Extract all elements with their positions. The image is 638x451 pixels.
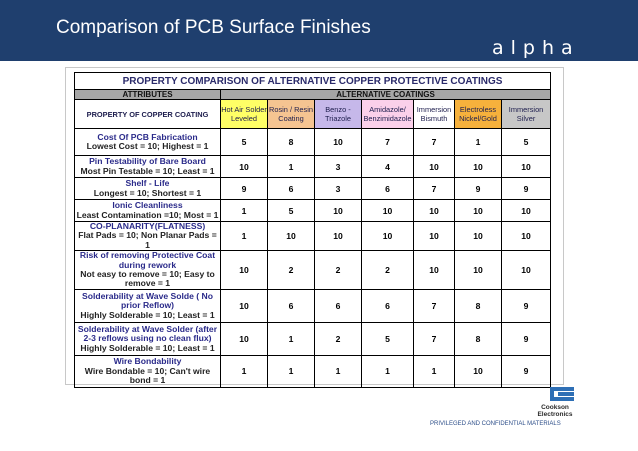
coating-name-line2: Nickel/Gold [459,114,497,123]
rating-cell: 5 [268,200,315,222]
rating-cell: 6 [362,289,414,322]
rating-cell: 1 [268,355,315,387]
coating-header [268,100,315,129]
rating-cell: 10 [414,222,455,251]
rating-cell: 10 [502,251,551,290]
rating-cell: 10 [315,200,362,222]
rating-cell: 10 [315,222,362,251]
coating-name-line2: Silver [516,114,536,123]
property-scale: Most Pin Testable = 10; Least = 1 [80,165,215,176]
coating-name-line1: Rosin / Resin [269,105,313,114]
confidential-notice: PRIVILEGED AND CONFIDENTIAL MATERIALS [430,421,561,427]
coating-name-line2: Leveled [231,114,257,123]
alternatives-heading: ALTERNATIVE COATINGS [221,90,551,100]
rating-cell: 7 [362,129,414,156]
rating-cell: 7 [414,289,455,322]
company-name: Cookson Electronics [537,404,573,418]
coating-name-line1: Immersion [508,105,544,114]
coating-header [362,100,414,129]
coating-header [221,100,268,129]
brand-wordmark: alpha [492,37,580,59]
rating-cell: 10 [414,156,455,178]
table-row [75,156,551,178]
table-row [75,355,551,387]
rating-cell: 8 [268,129,315,156]
property-label [75,322,221,355]
property-name: Pin Testability of Bare Board [89,156,206,167]
coating-name-line1: Benzo - [325,105,351,114]
rating-cell: 10 [221,156,268,178]
rating-cell: 8 [455,289,502,322]
property-label [75,289,221,322]
rating-cell: 6 [268,289,315,322]
rating-cell: 2 [362,251,414,290]
property-label [75,251,221,290]
property-label [75,222,221,251]
rating-cell: 10 [502,222,551,251]
rating-cell: 10 [268,222,315,251]
coating-header [414,100,455,129]
rating-cell: 10 [315,129,362,156]
rating-cell: 9 [455,178,502,200]
rating-cell: 6 [268,178,315,200]
coating-name-line1: Immersion [416,105,452,114]
comparison-table [74,72,551,388]
property-label [75,178,221,200]
table-row [75,178,551,200]
property-name: Wire Bondability [113,356,182,367]
coating-name-line1: Electroless [459,105,497,114]
rating-cell: 10 [455,200,502,222]
rating-cell: 7 [414,129,455,156]
rating-cell: 10 [455,156,502,178]
cookson-logo-icon [549,386,575,402]
rating-cell: 1 [221,222,268,251]
property-label [75,129,221,156]
rating-cell: 2 [315,251,362,290]
property-name: CO-PLANARITY(FLATNESS) [89,221,206,231]
property-column-header: PROPERTY OF COPPER COATING [75,100,221,129]
property-scale: Least Contamination =10; Most = 1 [76,209,219,220]
property-scale: Lowest Cost = 10; Highest = 1 [86,141,209,151]
rating-cell: 3 [315,178,362,200]
table-row [75,222,551,251]
rating-cell: 10 [414,200,455,222]
rating-cell: 9 [502,322,551,355]
rating-cell: 8 [455,322,502,355]
coating-name-line2: Bismuth [420,114,448,123]
rating-cell: 5 [362,322,414,355]
property-scale: Flat Pads = 10; Non Planar Pads = 1 [78,230,217,250]
property-name: Solderability at Wave Solder (after 2-3 reflows using no clean flux) [77,323,218,344]
rating-cell: 5 [502,129,551,156]
rating-cell: 10 [455,251,502,290]
rating-cell: 10 [502,156,551,178]
rating-cell: 10 [362,222,414,251]
property-name: Cost Of PCB Fabrication [97,131,198,142]
property-scale: Highly Solderable = 10; Least = 1 [80,309,215,320]
title-bar [0,0,638,61]
rating-cell: 9 [502,178,551,200]
rating-cell: 4 [362,156,414,178]
rating-cell: 1 [268,156,315,178]
table-row [75,129,551,156]
table-row [75,251,551,290]
rating-cell: 6 [315,289,362,322]
rating-cell: 5 [221,129,268,156]
property-label [75,200,221,222]
page-title: Comparison of PCB Surface Finishes [56,17,371,38]
rating-cell: 1 [221,200,268,222]
rating-cell: 1 [268,322,315,355]
rating-cell: 7 [414,322,455,355]
table-row [75,200,551,222]
rating-cell: 2 [315,322,362,355]
property-label [75,355,221,387]
property-scale: Highly Solderable = 10; Least = 1 [80,342,215,353]
rating-cell: 9 [221,178,268,200]
property-name: Shelf - Life [125,178,170,189]
coating-header [315,100,362,129]
coating-name-line2: Triazole [324,114,351,123]
rating-cell: 7 [414,178,455,200]
property-scale: Wire Bondable = 10; Can't wire bond = 1 [84,365,211,386]
rating-cell: 6 [362,178,414,200]
coating-name-line1: Amidazole/ [369,105,406,114]
rating-cell: 2 [268,251,315,290]
coating-header [455,100,502,129]
property-name: Risk of removing Protective Coat during rework [79,250,216,270]
table-title: PROPERTY COMPARISON OF ALTERNATIVE COPPER PROTECTIVE COATINGS [75,73,551,90]
rating-cell: 1 [315,355,362,387]
coating-name-line1: Hot Air Solder [221,105,267,114]
attributes-heading: ATTRIBUTES [75,90,221,100]
property-scale: Not easy to remove = 10; Easy to remove = 1 [80,269,215,289]
property-name: Solderability at Wave Solde ( No prior Reflow) [82,290,213,311]
rating-cell: 10 [455,355,502,387]
coating-name-line2: Coating [278,114,304,123]
table-row [75,322,551,355]
coating-name-line2: Benzimidazole [363,114,412,123]
property-label [75,156,221,178]
rating-cell: 1 [362,355,414,387]
property-scale: Longest = 10; Shortest = 1 [93,187,202,198]
rating-cell: 10 [362,200,414,222]
rating-cell: 10 [221,322,268,355]
property-name: Ionic Cleanliness [112,200,183,211]
rating-cell: 9 [502,355,551,387]
rating-cell: 1 [221,355,268,387]
rating-cell: 10 [414,251,455,290]
coating-header [502,100,551,129]
rating-cell: 9 [502,289,551,322]
rating-cell: 1 [455,129,502,156]
table-row [75,289,551,322]
rating-cell: 10 [455,222,502,251]
rating-cell: 1 [414,355,455,387]
rating-cell: 10 [221,251,268,290]
rating-cell: 3 [315,156,362,178]
rating-cell: 10 [221,289,268,322]
rating-cell: 10 [502,200,551,222]
